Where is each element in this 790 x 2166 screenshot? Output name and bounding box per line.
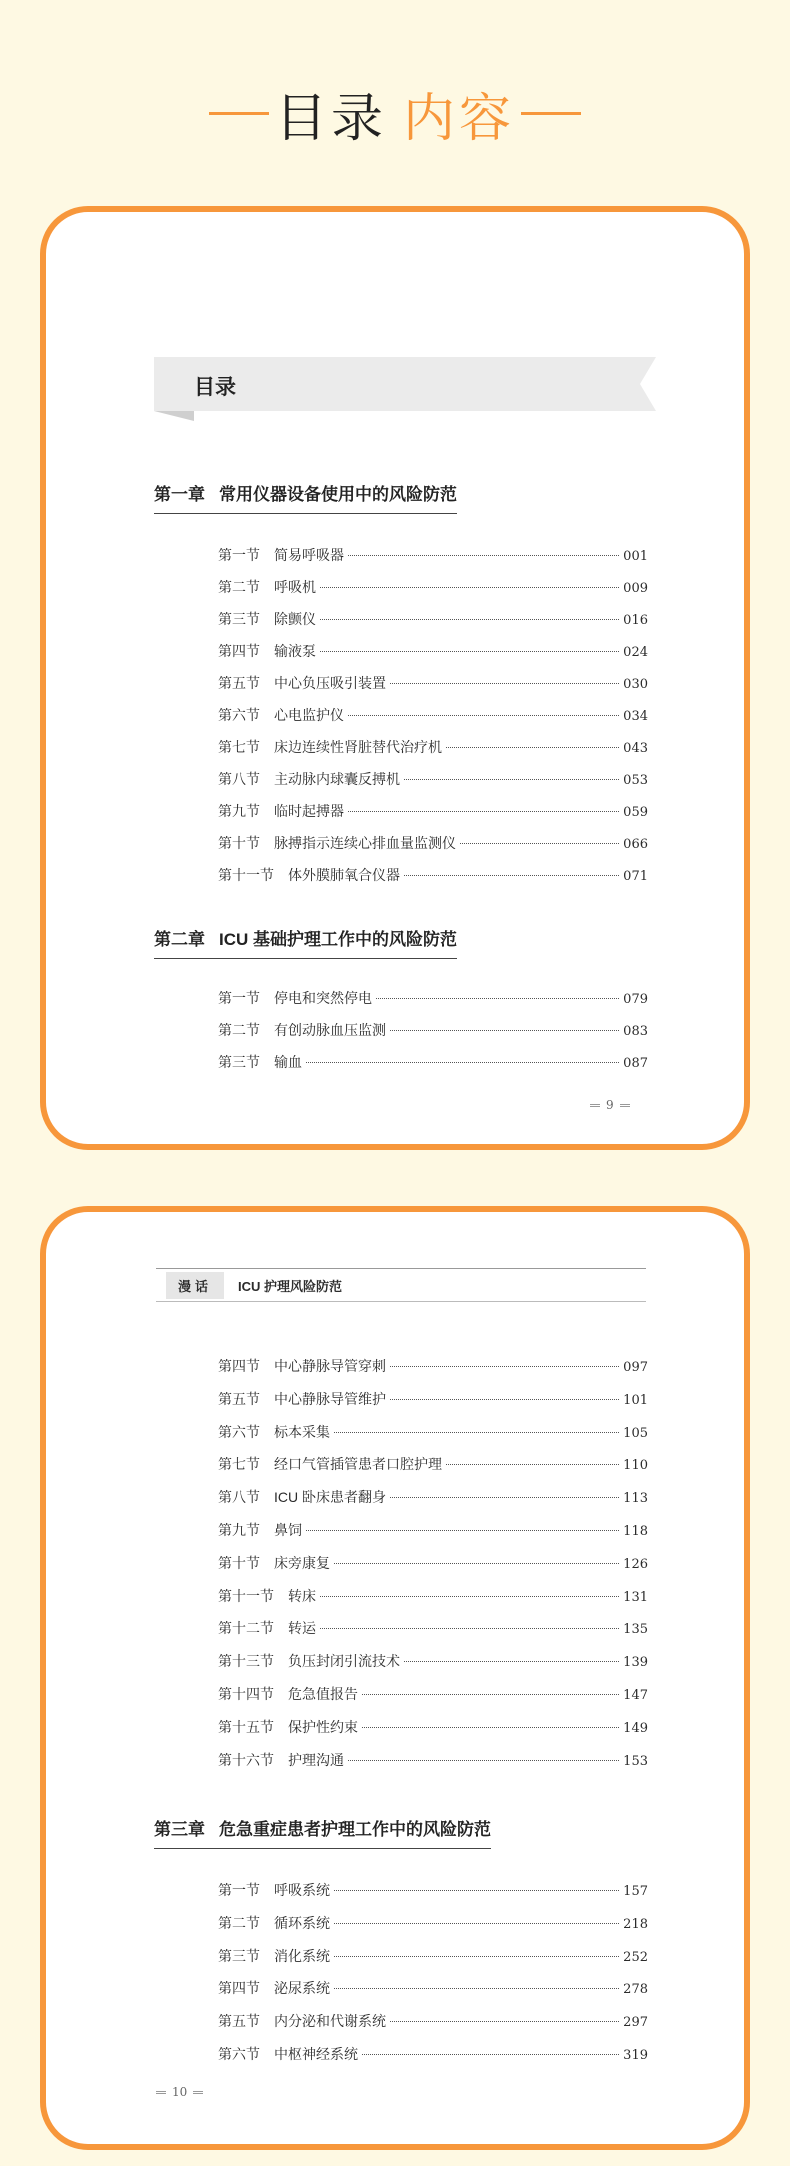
section-title: 停电和突然停电: [274, 990, 372, 1006]
page-ref: 113: [623, 1491, 648, 1507]
section-number: 第七节: [218, 739, 260, 755]
page-ref: 059: [623, 805, 648, 820]
dot-leader: [460, 843, 619, 844]
page-ref: 009: [623, 581, 648, 596]
dot-leader: [390, 1399, 619, 1400]
section-title: 内分泌和代谢系统: [274, 2013, 386, 2030]
toc-entry[interactable]: [218, 609, 648, 631]
section-title: 负压封闭引流技术: [288, 1653, 400, 1670]
dot-leader: [320, 619, 619, 620]
dot-leader: [362, 1727, 619, 1728]
section-title: 消化系统: [274, 1947, 330, 1964]
toc-entry[interactable]: [218, 1520, 648, 1542]
page-ref: 087: [623, 1056, 648, 1071]
toc-entry[interactable]: [218, 865, 648, 887]
section-number: 第十三节: [218, 1653, 274, 1670]
toc-entry[interactable]: [218, 1750, 648, 1772]
page-number: 10: [150, 2085, 209, 2099]
toc-entry[interactable]: [218, 1020, 648, 1042]
section-number: 第九节: [218, 803, 260, 819]
toc-entry[interactable]: [218, 801, 648, 823]
dot-leader: [404, 1661, 619, 1662]
section-number: 第十五节: [218, 1718, 274, 1735]
section-number: 第三节: [218, 611, 260, 627]
section-number: 第一节: [218, 1882, 260, 1898]
toc-entry[interactable]: [218, 1553, 648, 1575]
header-title-orange: 内容: [403, 89, 516, 148]
section-title: 除颤仪: [274, 611, 316, 627]
toc-entry[interactable]: [218, 641, 648, 663]
section-number: 第六节: [218, 707, 260, 723]
chapter-heading: 第二章 ICU 基础护理工作中的风险防范: [154, 925, 457, 959]
page-ref: 278: [623, 1982, 648, 1998]
section-title: 中枢神经系统: [274, 2046, 358, 2062]
page-ref: 030: [623, 677, 648, 692]
page-ref: 024: [623, 645, 648, 660]
toc-entry[interactable]: [218, 1454, 648, 1476]
section-title: 标本采集: [274, 1423, 330, 1440]
dot-leader: [320, 1596, 619, 1597]
section-title: 危急值报告: [288, 1686, 358, 1702]
running-head-title: ICU 护理风险防范: [238, 1278, 343, 1294]
section-number: 第九节: [218, 1522, 260, 1538]
toc-banner: [154, 357, 656, 411]
dot-leader: [404, 779, 619, 780]
section-title: 护理沟通: [288, 1751, 344, 1768]
toc-entry[interactable]: [218, 2011, 648, 2033]
dot-leader: [362, 1694, 619, 1695]
section-title: 简易呼吸器: [274, 547, 344, 563]
toc-entry[interactable]: [218, 2044, 648, 2066]
section-title: 床边连续性肾脏替代治疗机: [274, 739, 442, 755]
page-ref: 218: [623, 1916, 648, 1932]
section-number: 第四节: [218, 1358, 260, 1374]
dot-leader: [334, 1563, 619, 1564]
chapter-heading: 第一章 常用仪器设备使用中的风险防范: [154, 480, 457, 514]
section-title: 中心静脉导管穿刺: [274, 1358, 386, 1374]
page-ref: 147: [623, 1688, 648, 1703]
section-number: 第八节: [218, 771, 260, 787]
section-title: 中心静脉导管维护: [274, 1390, 386, 1407]
toc-entry[interactable]: [218, 577, 648, 599]
section-number: 第二节: [218, 1022, 260, 1038]
page-ref: 016: [623, 613, 648, 628]
section-number: 第十一节: [218, 867, 274, 883]
dot-leader: [306, 1062, 619, 1063]
page-ref: 319: [623, 2048, 648, 2063]
section-title: 中心负压吸引装置: [274, 675, 386, 691]
dot-leader: [446, 747, 619, 748]
left-dash: [209, 112, 269, 115]
section-title: 床旁康复: [274, 1554, 330, 1571]
dot-leader: [376, 998, 619, 999]
toc-entry[interactable]: [218, 1052, 648, 1074]
section-title: 呼吸系统: [274, 1882, 330, 1898]
section-number: 第四节: [218, 1980, 260, 1997]
dot-leader: [348, 555, 619, 556]
toc-entry[interactable]: [218, 1913, 648, 1935]
running-head: [156, 1268, 646, 1302]
section-title: ICU 卧床患者翻身: [274, 1489, 386, 1506]
section-title: 转运: [288, 1620, 316, 1637]
page-ref: 135: [623, 1622, 648, 1638]
page-ref: 097: [623, 1360, 648, 1375]
page-number: 9: [584, 1098, 636, 1112]
toc-entry[interactable]: [218, 1978, 648, 2000]
toc-entry[interactable]: [218, 1880, 648, 1902]
dot-leader: [390, 2021, 619, 2022]
toc-entry[interactable]: [218, 737, 648, 759]
toc-page-2: [40, 1206, 750, 2150]
dot-leader: [404, 875, 619, 876]
page-ref: 066: [623, 837, 648, 852]
toc-entry[interactable]: [218, 705, 648, 727]
toc-entry[interactable]: [218, 1356, 648, 1378]
toc-entry[interactable]: [218, 769, 648, 791]
section-title: 输液泵: [274, 643, 316, 659]
section-number: 第五节: [218, 675, 260, 691]
section-number: 第十节: [218, 835, 260, 851]
page-ref: 297: [623, 2015, 648, 2031]
page-ref: 079: [623, 992, 648, 1007]
toc-entry[interactable]: [218, 673, 648, 695]
toc-entry[interactable]: [218, 1389, 648, 1411]
dot-leader: [348, 1760, 619, 1761]
dot-leader: [446, 1464, 619, 1465]
dot-leader: [334, 1890, 619, 1891]
section-title: 心电监护仪: [274, 707, 344, 723]
dot-leader: [348, 715, 619, 716]
section-number: 第一节: [218, 547, 260, 563]
section-title: 输血: [274, 1054, 302, 1070]
section-number: 第十一节: [218, 1587, 274, 1604]
toc-entry[interactable]: [218, 1586, 648, 1608]
page-ref: 118: [623, 1524, 648, 1539]
section-number: 第八节: [218, 1489, 260, 1506]
page-ref: 071: [623, 869, 648, 884]
dot-leader: [306, 1530, 619, 1531]
dot-leader: [390, 1366, 619, 1367]
page-ref: 101: [623, 1392, 648, 1408]
toc-entry[interactable]: [218, 1487, 648, 1509]
page-ref: 034: [623, 709, 648, 724]
dot-leader: [334, 1956, 619, 1957]
page-ref: 153: [623, 1753, 648, 1769]
section-title: 鼻饲: [274, 1522, 302, 1538]
page-ref: 083: [623, 1024, 648, 1039]
dot-leader: [334, 1432, 619, 1433]
section-title: 保护性约束: [288, 1718, 358, 1735]
toc-entry[interactable]: [218, 833, 648, 855]
dot-leader: [334, 1988, 619, 1989]
section-number: 第四节: [218, 643, 260, 659]
toc-entry[interactable]: [218, 1717, 648, 1739]
section-title: 主动脉内球囊反搏机: [274, 771, 400, 787]
section-number: 第三节: [218, 1054, 260, 1070]
section-title: 有创动脉血压监测: [274, 1022, 386, 1038]
section-title: 转床: [288, 1587, 316, 1604]
page-ref: 105: [623, 1425, 648, 1441]
page-ref: 139: [623, 1655, 648, 1671]
page-ref: 110: [623, 1458, 648, 1474]
section-title: 泌尿系统: [274, 1980, 330, 1997]
dot-leader: [390, 1030, 619, 1031]
section-title: 脉搏指示连续心排血量监测仪: [274, 835, 456, 851]
chapter-heading: 第三章 危急重症患者护理工作中的风险防范: [154, 1815, 491, 1849]
page-header: [0, 78, 790, 148]
section-number: 第六节: [218, 1423, 260, 1440]
page-ref: 001: [623, 549, 648, 564]
header-title-black: 目录: [274, 89, 387, 148]
page-ref: 157: [623, 1884, 648, 1899]
section-number: 第五节: [218, 1390, 260, 1407]
section-number: 第一节: [218, 990, 260, 1006]
page-ref: 053: [623, 773, 648, 788]
section-title: 经口气管插管患者口腔护理: [274, 1456, 442, 1473]
section-number: 第五节: [218, 2013, 260, 2030]
section-number: 第十四节: [218, 1686, 274, 1702]
toc-entry[interactable]: [218, 988, 648, 1010]
toc-entry[interactable]: [218, 545, 648, 567]
dot-leader: [334, 1923, 619, 1924]
section-number: 第三节: [218, 1947, 260, 1964]
section-number: 第十节: [218, 1554, 260, 1571]
right-dash: [521, 112, 581, 115]
section-number: 第六节: [218, 2046, 260, 2062]
dot-leader: [320, 1628, 619, 1629]
page-ref: 252: [623, 1949, 648, 1965]
dot-leader: [390, 1497, 619, 1498]
toc-entry[interactable]: [218, 1651, 648, 1673]
section-title: 体外膜肺氧合仪器: [288, 867, 400, 883]
toc-entry[interactable]: [218, 1684, 648, 1706]
section-title: 临时起搏器: [274, 803, 344, 819]
toc-banner-label: 目录: [194, 374, 236, 399]
toc-entry[interactable]: [218, 1422, 648, 1444]
dot-leader: [320, 651, 619, 652]
toc-entry[interactable]: [218, 1946, 648, 1968]
page-ref: 131: [623, 1589, 648, 1605]
section-number: 第二节: [218, 579, 260, 595]
section-number: 第七节: [218, 1456, 260, 1473]
page-ref: 043: [623, 741, 648, 756]
section-title: 循环系统: [274, 1914, 330, 1931]
section-number: 第十二节: [218, 1620, 274, 1637]
page-ref: 149: [623, 1720, 648, 1736]
toc-page-1: [40, 206, 750, 1150]
section-number: 第二节: [218, 1914, 260, 1931]
dot-leader: [390, 683, 619, 684]
toc-entry[interactable]: [218, 1618, 648, 1640]
page-ref: 126: [623, 1556, 648, 1572]
dot-leader: [362, 2054, 619, 2055]
section-number: 第十六节: [218, 1751, 274, 1768]
running-head-tag: 漫话: [166, 1272, 224, 1299]
dot-leader: [348, 811, 619, 812]
section-title: 呼吸机: [274, 579, 316, 595]
dot-leader: [320, 587, 619, 588]
